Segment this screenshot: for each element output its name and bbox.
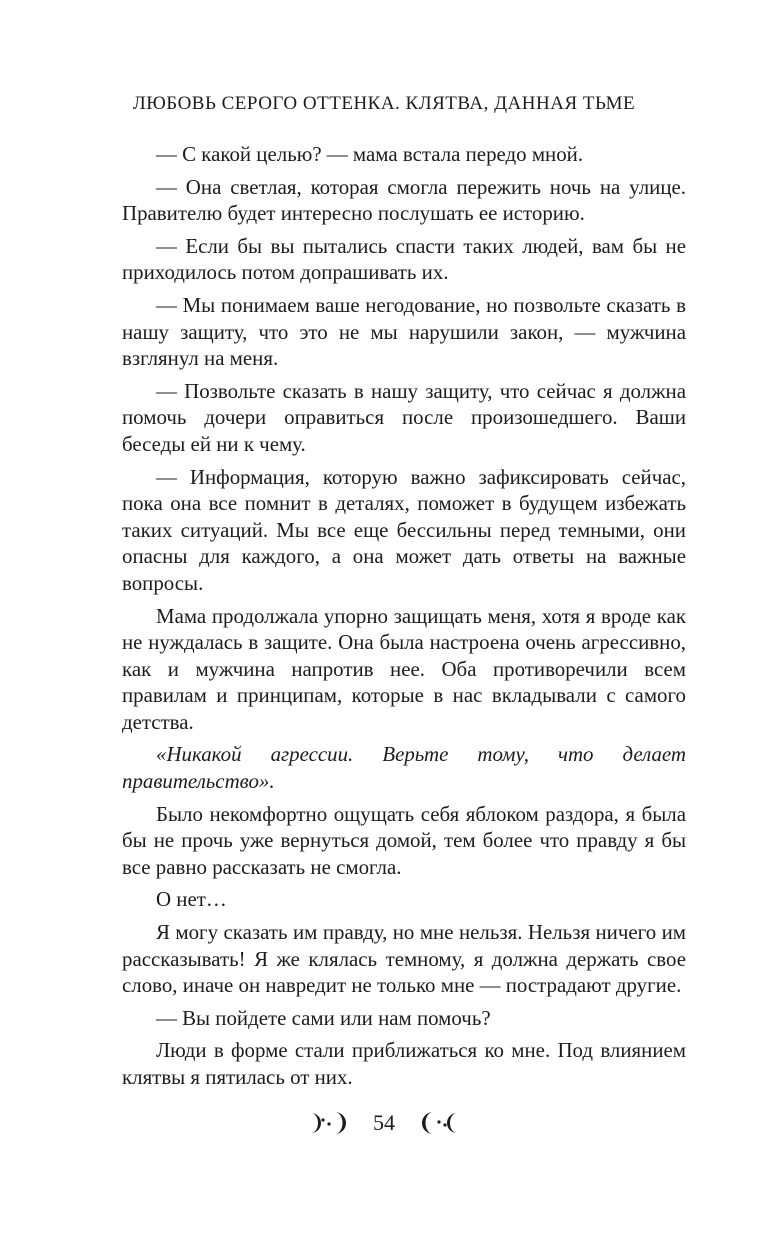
paragraph: Было некомфортно ощущать себя яблоком раздора, я была бы не прочь уже вернуться домой, тем более что правду я бы все равно рассказать не смогла. [122,801,686,879]
page-number: 54 [373,1110,395,1135]
paragraph: — Если бы вы пытались спасти таких людей, вам бы не приходилось потом допрашивать их. [122,233,686,285]
paragraph: Я могу сказать им правду, но мне нельзя. Нельзя ничего им рассказывать! Я же клялась темному, я должна держать свое слово, иначе он навредит не только мне — пострадают другие. [122,920,686,998]
moon-phases-left-icon [307,1110,355,1136]
paragraph: — Вы пойдете сами или нам помочь? [156,1005,491,1030]
paragraph: — С какой целью? — мама встала передо мной. [156,142,584,166]
paragraph: — Информация, которую важно зафиксировать сейчас, пока она все помнит в деталях, поможет в будущем избежать таких ситуаций. Мы все еще бессильны перед темными, они опасны для каждого, а она может дать ответы на важные вопросы. [122,464,686,595]
paragraph: Люди в форме стали приближаться ко мне. Под влиянием клятвы я пятилась от них. [122,1038,686,1089]
page-folio [0,1108,768,1138]
body-text [122,141,686,1097]
moon-phases-right-icon [413,1110,461,1136]
paragraph-italic-quote: «Никакой агрессии. Верьте тому, что делает правительство». [122,742,686,794]
paragraph: — Мы понимаем ваше негодование, но позвольте сказать в нашу защиту, что это не мы нарушили закон, — мужчина взглянул на меня. [122,292,686,371]
paragraph: Мама продолжала упорно защищать меня, хотя я вроде как не нуждалась в защите. Она была настроена очень агрессивно, как и мужчина напротив нее. Оба противоречили всем правилам и принципам, которые в нас вкладывали с самого детства. [122,603,686,734]
paragraph: — Она светлая, которая смогла пережить ночь на улице. Правителю будет интересно послушать ее историю. [122,174,686,226]
paragraph: О нет… [156,887,227,912]
running-header: ЛЮБОВЬ СЕРОГО ОТТЕНКА. КЛЯТВА, ДАННАЯ ТЬМЕ [132,93,636,114]
paragraph: — Позвольте сказать в нашу защиту, что сейчас я должна помочь дочери оправиться после произошедшего. Ваши беседы ей ни к чему. [122,378,686,456]
